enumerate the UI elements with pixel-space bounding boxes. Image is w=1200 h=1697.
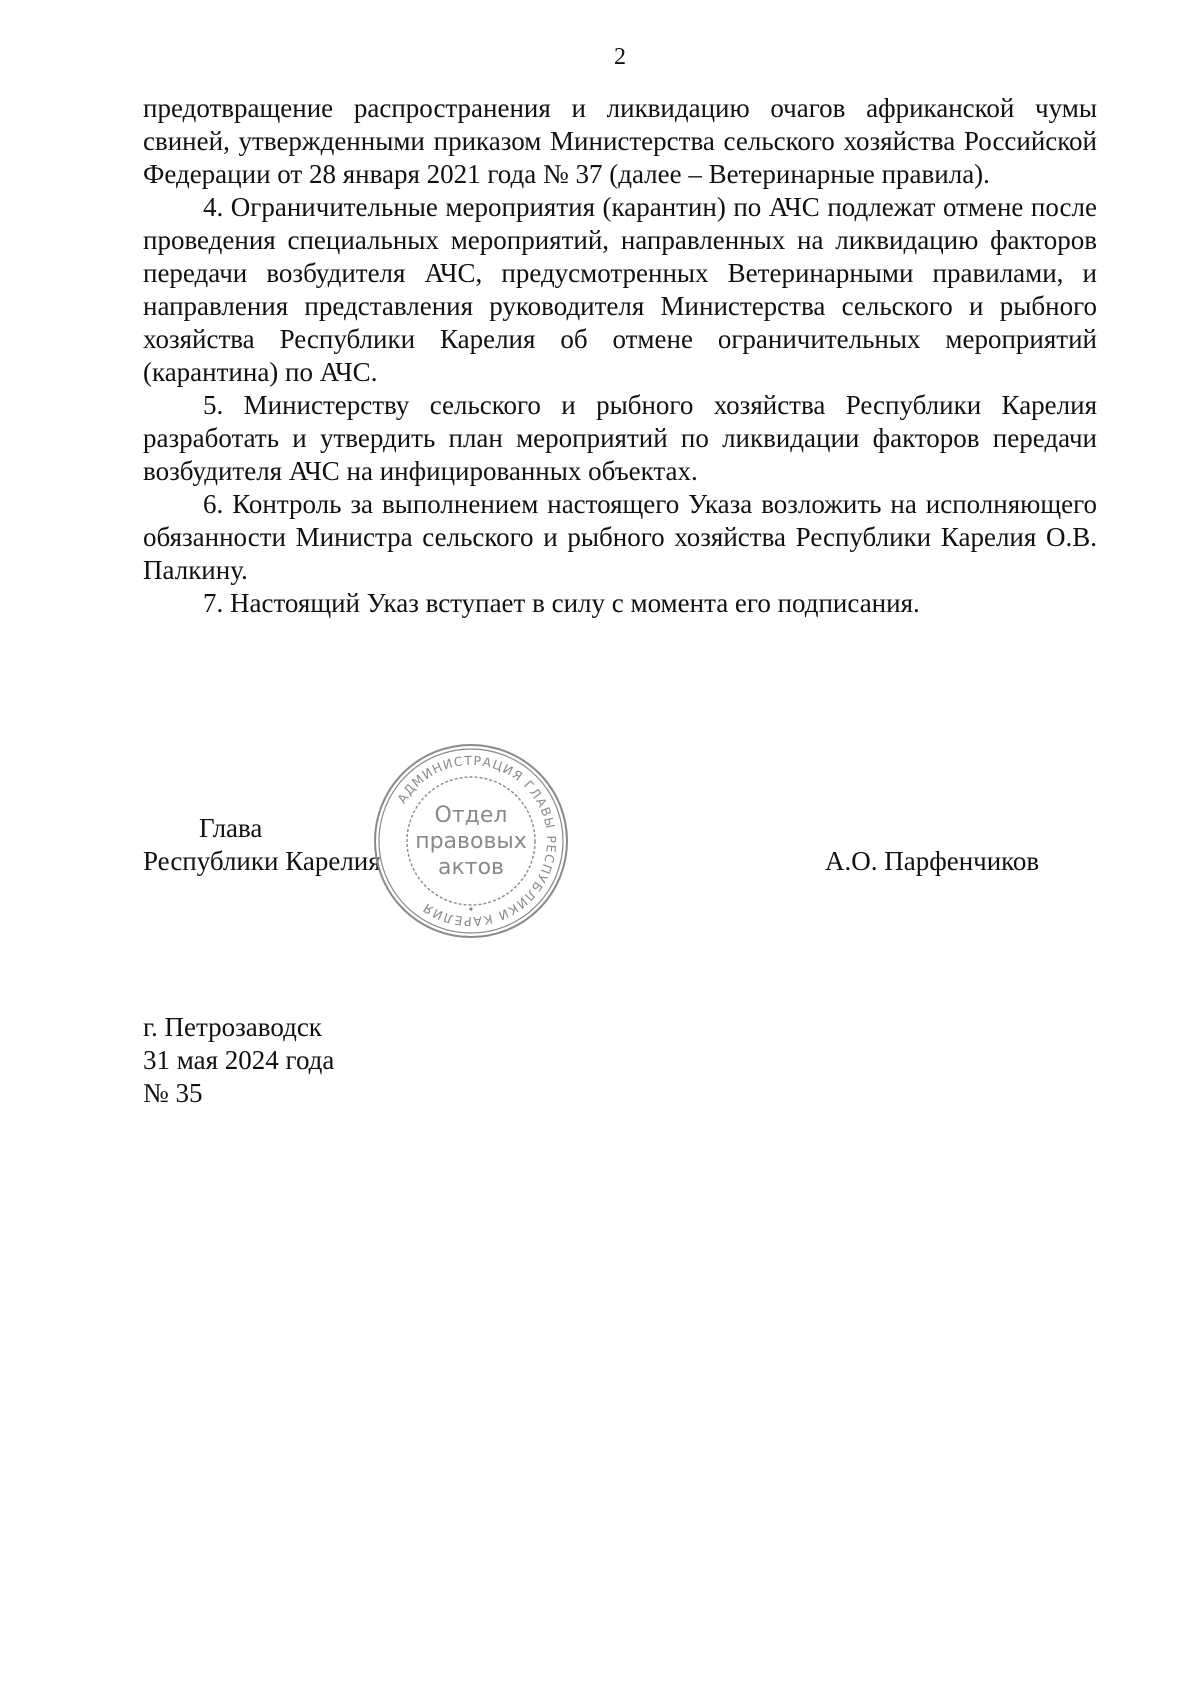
document-footer	[143, 1011, 334, 1110]
paragraph-5: 5. Министерству сельского и рыбного хозяйства Республики Карелия разработать и утвердить план мероприятий по ликвидации факторов передачи возбудителя АЧС на инфицированных объектах.	[143, 390, 1097, 486]
signature-title-line2: Республики Карелия	[143, 846, 381, 876]
paragraph-6: 6. Контроль за выполнением настоящего Указа возложить на исполняющего обязанности Министра сельского и рыбного хозяйства Республики Карелия О.В. Палкину.	[143, 489, 1097, 585]
footer-number: № 35	[143, 1078, 203, 1108]
official-stamp	[371, 741, 571, 941]
document-body	[143, 92, 1097, 620]
footer-date: 31 мая 2024 года	[143, 1045, 335, 1075]
stamp-star-dot	[469, 907, 472, 910]
page-number: 2	[614, 44, 626, 70]
stamp-center-line1: Отдел	[434, 803, 508, 828]
footer-city: г. Петрозаводск	[143, 1012, 322, 1042]
paragraph-continuation: предотвращение распространения и ликвидацию очагов африканской чумы свиней, утвержденными приказом Министерства сельского хозяйства Российской Федерации от 28 января 2021 года № 37 (далее – Ветеринарные правила).	[143, 93, 1097, 189]
stamp-center-line2: правовых	[415, 829, 527, 854]
signer-name: А.О. Парфенчиков	[825, 846, 1040, 876]
stamp-center-line3: актов	[437, 855, 505, 880]
stamp-ring-text: АДМИНИСТРАЦИЯ ГЛАВЫ РЕСПУБЛИКИ КАРЕЛИЯ	[394, 752, 560, 930]
paragraph-7: 7. Настоящий Указ вступает в силу с момента его подписания.	[203, 588, 920, 618]
signature-title-line1: Глава	[199, 813, 263, 843]
paragraph-4: 4. Ограничительные мероприятия (карантин) по АЧС подлежат отмене после проведения специальных мероприятий, направленных на ликвидацию факторов передачи возбудителя АЧС, предусмотренных Ветеринарными правилами, и направления представления руководителя Министерства сельского и рыбного хозяйства Республики Карелия об отмене ограничительных мероприятий (карантина) по АЧС.	[143, 192, 1097, 387]
signature-title	[143, 812, 381, 878]
